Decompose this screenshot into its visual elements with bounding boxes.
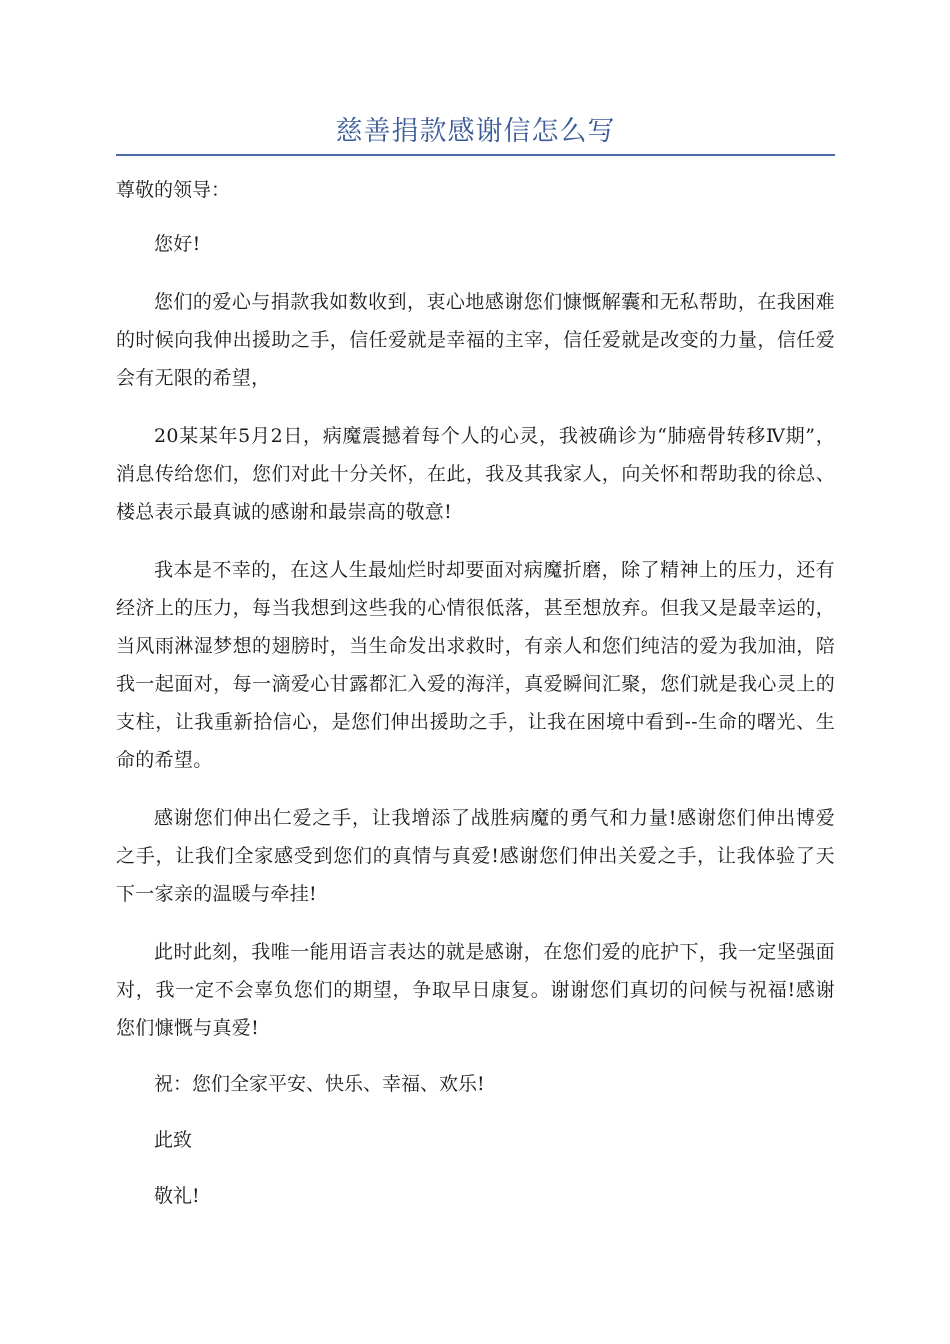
closing-line-1: 此致 xyxy=(154,1129,193,1151)
title-divider xyxy=(116,154,835,156)
body-paragraph-4: 感谢您们伸出仁爱之手，让我增添了战胜病魔的勇气和力量!感谢您们伸出博爱之手，让我们全家感受到您们的真情与真爱!感谢您们伸出关爱之手，让我体验了天下一家亲的温暖与牵挂! xyxy=(116,807,835,905)
salutation: 尊敬的领导： xyxy=(116,179,231,201)
body-paragraph-3: 我本是不幸的，在这人生最灿烂时却要面对病魔折磨，除了精神上的压力，还有经济上的压力，每当我想到这些我的心情很低落，甚至想放弃。但我又是最幸运的，当风雨淋湿梦想的翅膀时，当生命发出求救时，有亲人和您们纯洁的爱为我加油，陪我一起面对，每一滴爱心甘露都汇入爱的海洋，真爱瞬间汇聚，您们就是我心灵上的支柱，让我重新拾信心，是您们伸出援助之手，让我在困境中看到--生命的曙光、生命的希望。 xyxy=(116,559,835,771)
body-paragraph-2: 20某某年5月2日，病魔震撼着每个人的心灵，我被确诊为“肺癌骨转移Ⅳ期”，消息传给您们，您们对此十分关怀，在此，我及其我家人，向关怀和帮助我的徐总、楼总表示最真诚的感谢和最崇高的敬意! xyxy=(116,425,835,523)
body-paragraph-1: 您们的爱心与捐款我如数收到，衷心地感谢您们慷慨解囊和无私帮助，在我困难的时候向我伸出援助之手，信任爱就是幸福的主宰，信任爱就是改变的力量，信任爱会有无限的希望， xyxy=(116,291,835,389)
letter-page xyxy=(116,110,835,1215)
blessing-line: 祝：您们全家平安、快乐、幸福、欢乐! xyxy=(154,1073,485,1095)
page-title: 慈善捐款感谢信怎么写 xyxy=(335,116,616,147)
body-paragraph-5: 此时此刻，我唯一能用语言表达的就是感谢，在您们爱的庇护下，我一定坚强面对，我一定不会辜负您们的期望，争取早日康复。谢谢您们真切的问候与祝福!感谢您们慷慨与真爱! xyxy=(116,941,835,1039)
closing-line-2: 敬礼! xyxy=(154,1185,200,1207)
greeting: 您好! xyxy=(154,233,201,255)
